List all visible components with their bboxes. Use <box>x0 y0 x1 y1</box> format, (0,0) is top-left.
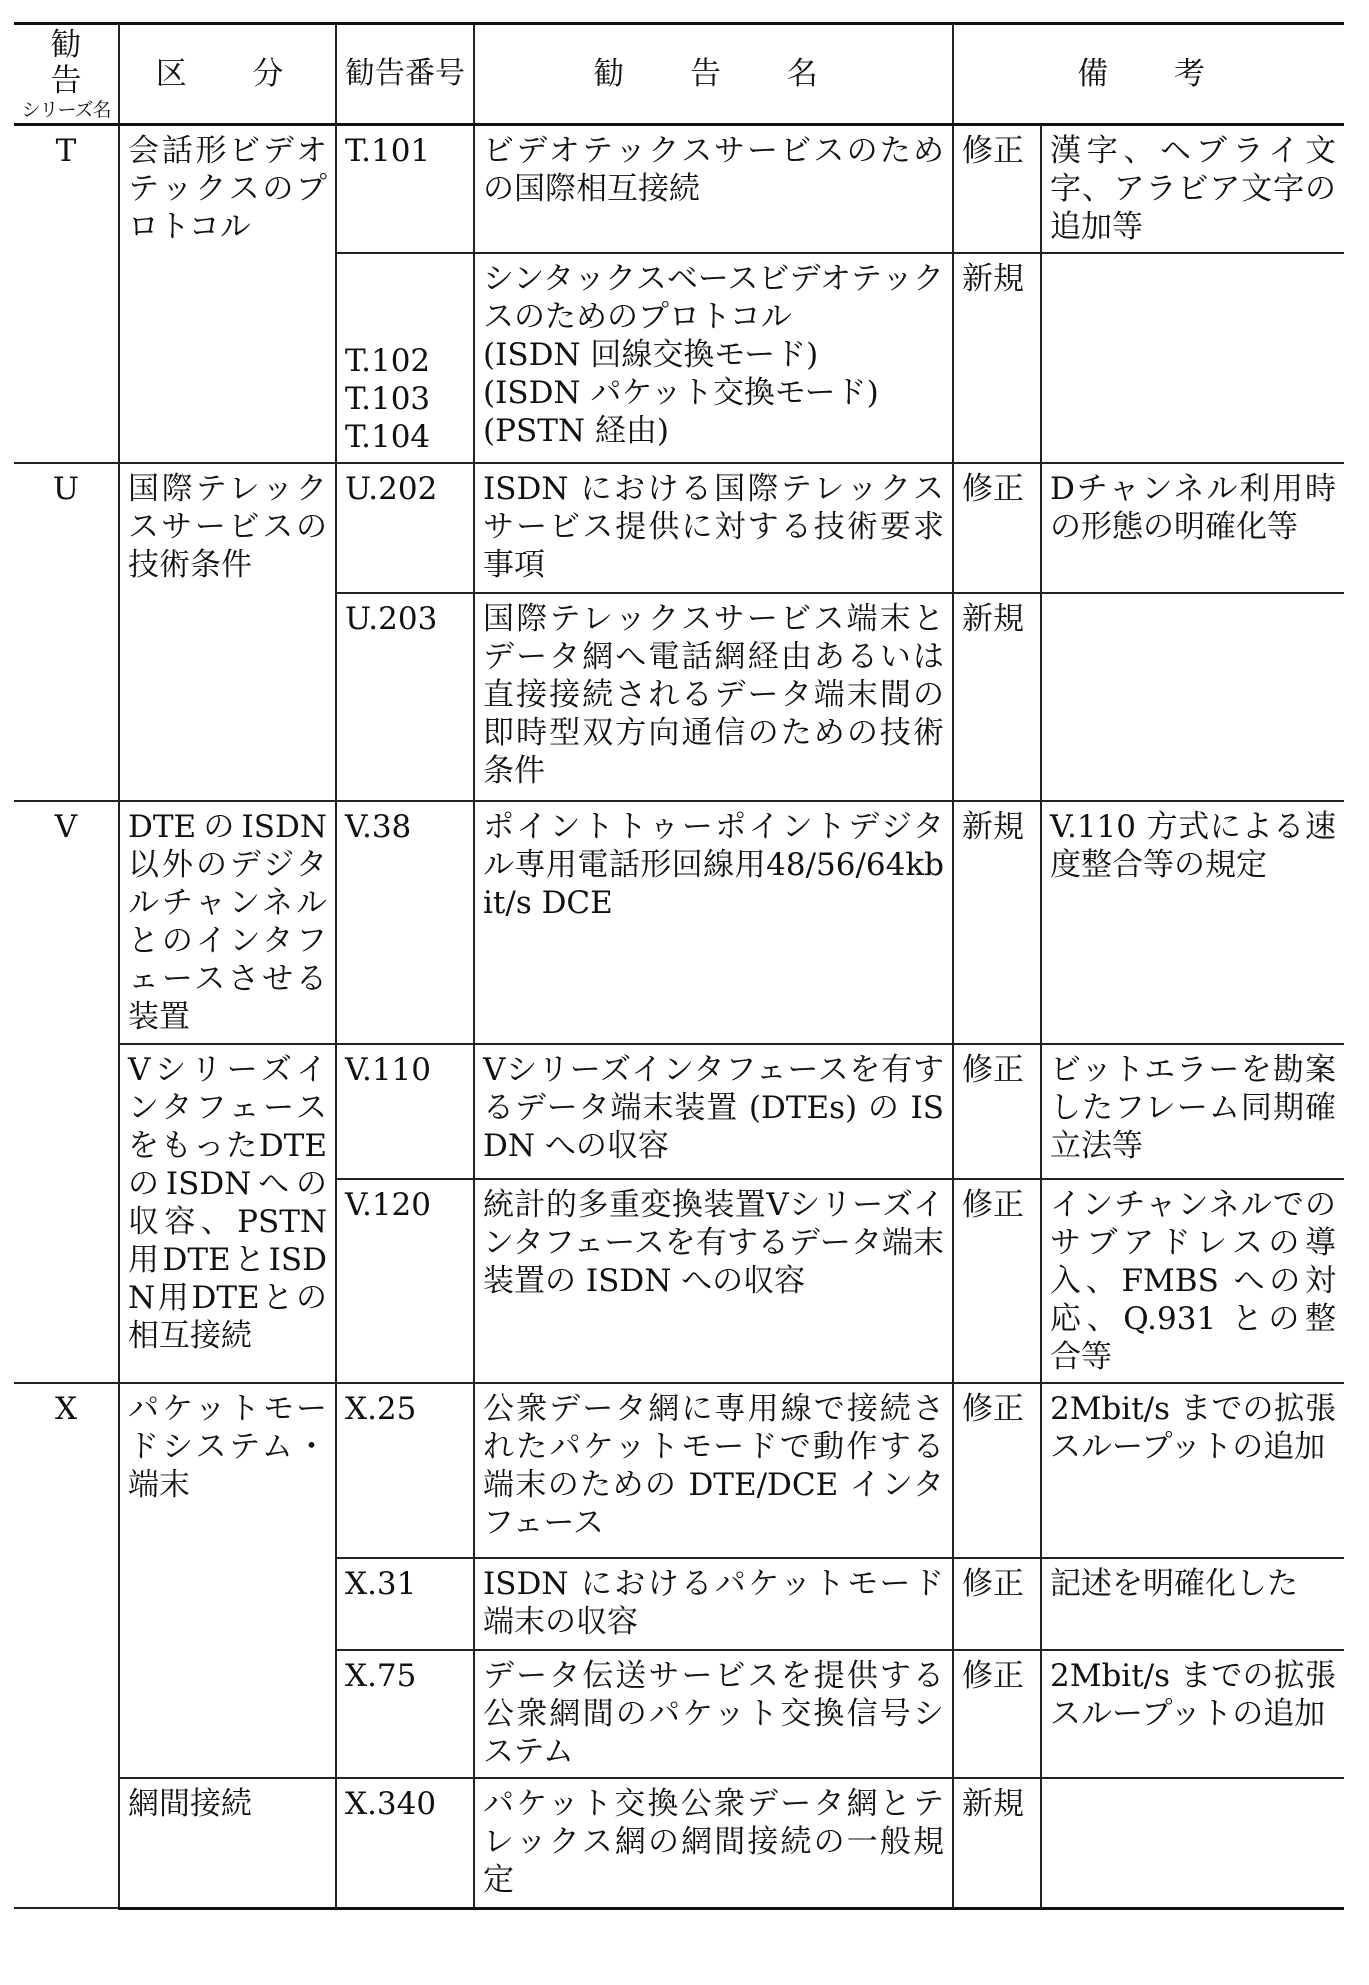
name-cell <box>474 253 953 463</box>
recommendations-table <box>14 22 1344 1910</box>
number-cell: X.75 <box>336 1650 474 1778</box>
name-line: (ISDN 回線交換モード) <box>483 337 819 373</box>
table-row <box>14 1383 1344 1558</box>
header-row <box>14 24 1344 125</box>
name-cell: 統計的多重変換装置Vシリーズインタフェースを有するデータ端末装置の ISDN への収容 <box>474 1179 953 1383</box>
status-cell: 修正 <box>953 1383 1041 1558</box>
number-cell: X.25 <box>336 1383 474 1558</box>
series-cell: T <box>14 125 119 464</box>
table-row <box>14 1044 1344 1179</box>
number-line: T.103 <box>345 381 431 417</box>
category-cell: パケットモードシステム・端末 <box>119 1383 336 1778</box>
remark-cell <box>1041 253 1344 463</box>
name-cell: ISDN におけるパケットモード端末の収容 <box>474 1558 953 1650</box>
name-cell: Vシリーズインタフェースを有するデータ端末装置 (DTEs) の ISDN への収容 <box>474 1044 953 1179</box>
number-cell: X.340 <box>336 1778 474 1908</box>
name-cell: ビデオテックスサービスのための国際相互接続 <box>474 125 953 254</box>
status-cell: 修正 <box>953 463 1041 593</box>
category-cell: 網間接続 <box>119 1778 336 1908</box>
name-cell: ISDN における国際テレックスサービス提供に対する技術要求事項 <box>474 463 953 593</box>
status-cell: 修正 <box>953 1650 1041 1778</box>
remark-cell: ビットエラーを勘案したフレーム同期確立法等 <box>1041 1044 1344 1179</box>
table-row <box>14 801 1344 1044</box>
number-cell: X.31 <box>336 1558 474 1650</box>
category-cell: 国際テレックスサービスの技術条件 <box>119 463 336 801</box>
remark-cell: Dチャンネル利用時の形態の明確化等 <box>1041 463 1344 593</box>
header-name: 勧 告 名 <box>474 24 953 125</box>
name-line: (ISDN パケット交換モード) <box>483 375 879 411</box>
status-cell: 新規 <box>953 593 1041 801</box>
number-cell: U.202 <box>336 463 474 593</box>
number-cell: V.120 <box>336 1179 474 1383</box>
name-line: (PSTN 経由) <box>483 413 669 449</box>
number-cell: V.38 <box>336 801 474 1044</box>
table-row <box>14 463 1344 593</box>
status-cell: 修正 <box>953 1558 1041 1650</box>
header-series-line1: 勧 告 <box>50 27 91 99</box>
series-cell: U <box>14 463 119 801</box>
number-line: T.102 <box>345 343 431 379</box>
status-cell: 新規 <box>953 253 1041 463</box>
category-cell: 会話形ビデオテックスのプロトコル <box>119 125 336 464</box>
remark-cell: インチャンネルでのサブアドレスの導入、FMBS への対応、Q.931 との整合等 <box>1041 1179 1344 1383</box>
name-cell: ポイントトゥーポイントデジタル専用電話形回線用48/56/64kbit/s DCE <box>474 801 953 1044</box>
category-cell: VシリーズインタフェースをもったDTEのISDNへの収容、PSTN用DTEとISDN用DTEとの相互接続 <box>119 1044 336 1383</box>
status-cell: 新規 <box>953 1778 1041 1908</box>
status-cell: 修正 <box>953 1179 1041 1383</box>
table-row <box>14 1778 1344 1908</box>
status-cell: 修正 <box>953 1044 1041 1179</box>
series-cell: V <box>14 801 119 1383</box>
remark-cell <box>1041 593 1344 801</box>
series-cell: X <box>14 1383 119 1908</box>
remark-cell: 2Mbit/s までの拡張スループットの追加 <box>1041 1650 1344 1778</box>
number-cell <box>336 253 474 463</box>
number-cell: V.110 <box>336 1044 474 1179</box>
number-cell: T.101 <box>336 125 474 254</box>
name-line: シンタックスベースビデオテックスのためのプロトコル <box>483 261 944 335</box>
remark-cell: V.110 方式による速度整合等の規定 <box>1041 801 1344 1044</box>
header-series <box>14 24 119 125</box>
number-line: T.104 <box>345 419 431 455</box>
remark-cell: 2Mbit/s までの拡張スループットの追加 <box>1041 1383 1344 1558</box>
header-remarks: 備 考 <box>953 24 1344 125</box>
remark-cell: 記述を明確化した <box>1041 1558 1344 1650</box>
header-category: 区 分 <box>119 24 336 125</box>
category-cell: DTEのISDN以外のデジタルチャンネルとのインタフェースさせる装置 <box>119 801 336 1044</box>
remark-cell <box>1041 1778 1344 1908</box>
name-cell: 国際テレックスサービス端末とデータ網へ電話網経由あるいは直接接続されるデータ端末間の即時型双方向通信のための技術条件 <box>474 593 953 801</box>
status-cell: 修正 <box>953 125 1041 254</box>
name-cell: 公衆データ網に専用線で接続されたパケットモードで動作する端末のための DTE/DCE インタフェース <box>474 1383 953 1558</box>
status-cell: 新規 <box>953 801 1041 1044</box>
header-number: 勧告番号 <box>336 24 474 125</box>
remark-cell: 漢字、ヘブライ文字、アラビア文字の追加等 <box>1041 125 1344 254</box>
name-cell: データ伝送サービスを提供する公衆網間のパケット交換信号システム <box>474 1650 953 1778</box>
table-row <box>14 125 1344 254</box>
number-cell: U.203 <box>336 593 474 801</box>
header-series-line2: シリーズ名 <box>21 99 111 121</box>
name-cell: パケット交換公衆データ網とテレックス網の網間接続の一般規定 <box>474 1778 953 1908</box>
